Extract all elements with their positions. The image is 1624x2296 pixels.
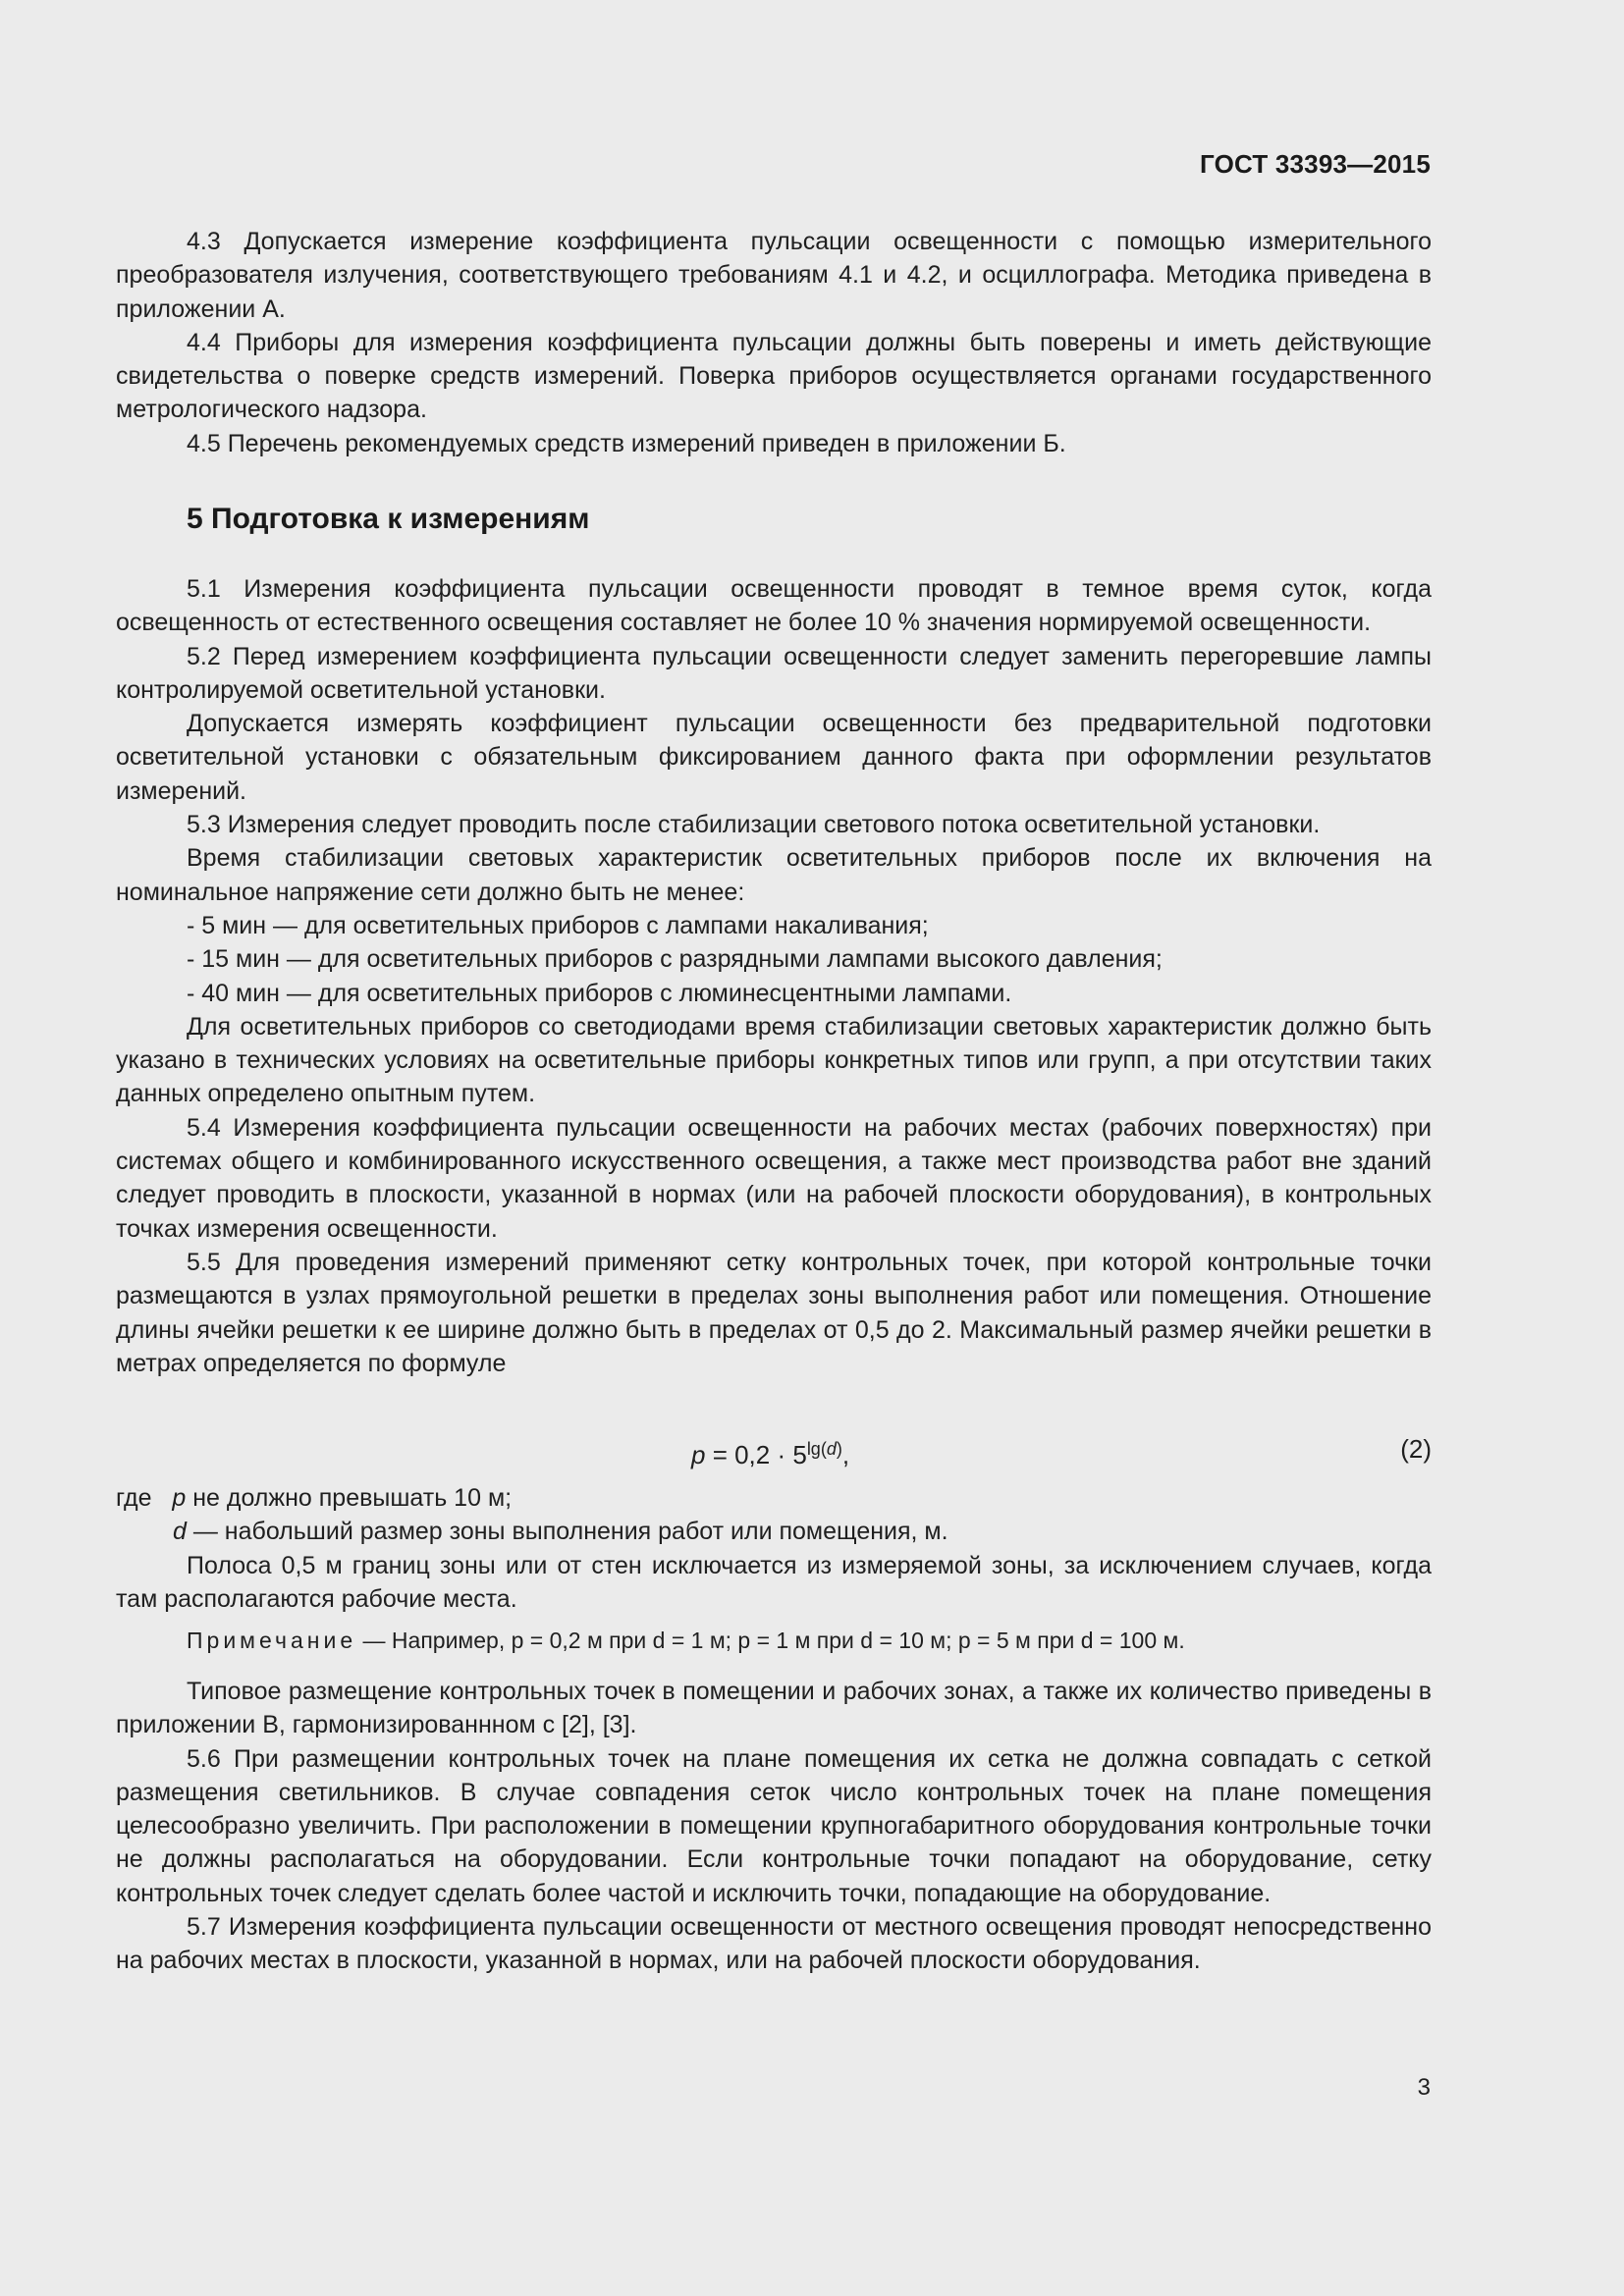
paragraph-5-3: 5.3 Измерения следует проводить после стабилизации светового потока осветительной установки.	[187, 811, 1321, 839]
formula: $p = 0,2 \cdot 5^{lg(d)}$,	[691, 1439, 850, 1469]
list-item: - 5 мин — для осветительных приборов с лампами накаливания;	[187, 911, 929, 939]
clause-4-block	[116, 225, 1432, 460]
legend-p: где p не должно превышать 10 м;	[116, 1484, 513, 1512]
equation-number: (2)	[1400, 1434, 1432, 1464]
note: Примечание — Например, p = 0,2 м при d = 1 м; p = 1 м при d = 10 м; p = 5 м при d = 100 м.	[187, 1628, 1185, 1653]
paragraph-5-2-note: Допускается измерять коэффициент пульсации освещенности без предварительной подготовки осветительной установки с обязательным фиксированием данного факта при оформлении результатов измерений.	[116, 710, 1432, 805]
paragraph-5-3-time: Время стабилизации световых характеристик осветительных приборов после их включения на номинальное напряжение сети должно быть не менее:	[116, 844, 1432, 906]
document-code-header: ГОСТ 33393—2015	[1200, 149, 1431, 179]
paragraph-typical-placement: Типовое размещение контрольных точек в помещении и рабочих зонах, а также их количество приведены в приложении В, гармонизированнном с [2], [3].	[116, 1678, 1432, 1739]
paragraph-5-3-led: Для осветительных приборов со светодиодами время стабилизации световых характеристик должно быть указано в технических условиях на осветительные приборы конкретных типов или групп, а при отсутствии таких данных определено опытным путем.	[116, 1012, 1432, 1108]
paragraph-4-3: 4.3 Допускается измерение коэффициента пульсации освещенности с помощью измерительного преобразователя излучения, соответствующего требованиям 4.1 и 4.2, и осциллографа. Методика приведена в приложении А.	[116, 228, 1432, 323]
formula-row	[116, 1432, 1432, 1468]
paragraph-4-5: 4.5 Перечень рекомендуемых средств измерений приведен в приложении Б.	[187, 429, 1066, 457]
paragraph-boundary-strip: Полоса 0,5 м границ зоны или от стен исключается из измеряемой зоны, за исключением случаев, когда там располагаются рабочие места.	[116, 1551, 1432, 1613]
paragraph-5-2: 5.2 Перед измерением коэффициента пульсации освещенности следует заменить перегоревшие лампы контролируемой осветительной установки.	[116, 642, 1432, 704]
formula-legend	[116, 1481, 1432, 1616]
paragraph-5-7: 5.7 Измерения коэффициента пульсации освещенности от местного освещения проводят непосредственно на рабочих местах в плоскости, указанной в нормах, или на рабочей плоскости оборудования.	[116, 1913, 1432, 1975]
note-text: Например, p = 0,2 м при d = 1 м; p = 1 м при d = 10 м; p = 5 м при d = 100 м.	[391, 1628, 1185, 1653]
clause-5-continued	[116, 1675, 1432, 1978]
legend-d: d — набольший размер зоны выполнения работ или помещения, м.	[173, 1518, 948, 1546]
section-5-title: 5 Подготовка к измерениям	[187, 503, 590, 535]
paragraph-5-4: 5.4 Измерения коэффициента пульсации освещенности на рабочих местах (рабочих поверхностях) при системах общего и комбинированного искусственного освещения, а также мест производства работ вне зданий следует проводить в плоскости, указанной в нормах (или на рабочей плоскости оборудования), в контрольных точках измерения освещенности.	[116, 1113, 1432, 1243]
paragraph-5-6: 5.6 При размещении контрольных точек на плане помещения их сетка не должна совпадать с сеткой размещения светильников. В случае совпадения сеток число контрольных точек на плане помещения целесообразно увеличить. При расположении в помещении крупногабаритного оборудования контрольные точки не должны располагаться на оборудовании. Если контрольные точки попадают на оборудование, сетку контрольных точек следует сделать более частой и исключить точки, попадающие на оборудование.	[116, 1744, 1432, 1907]
list-item: - 40 мин — для осветительных приборов с люминесцентными лампами.	[187, 979, 1012, 1007]
paragraph-4-4: 4.4 Приборы для измерения коэффициента пульсации должны быть поверены и иметь действующие свидетельства о поверке средств измерений. Поверка приборов осуществляется органами государственного метрологического надзора.	[116, 328, 1432, 424]
paragraph-5-1: 5.1 Измерения коэффициента пульсации освещенности проводят в темное время суток, когда освещенность от естественного освещения составляет не более 10 % значения нормируемой освещенности.	[116, 575, 1432, 637]
clause-5-block	[116, 572, 1432, 1380]
page-number: 3	[1417, 2074, 1431, 2101]
note-label: Примечание	[187, 1628, 357, 1653]
list-item: - 15 мин — для осветительных приборов с разрядными лампами высокого давления;	[187, 945, 1163, 974]
paragraph-5-5: 5.5 Для проведения измерений применяют сетку контрольных точек, при которой контрольные точки размещаются в узлах прямоугольной решетки в пределах зоны выполнения работ или помещения. Отношение длины ячейки решетки к ее ширине должно быть в пределах от 0,5 до 2. Максимальный размер ячейки решетки в метрах определяется по формуле	[116, 1248, 1432, 1377]
